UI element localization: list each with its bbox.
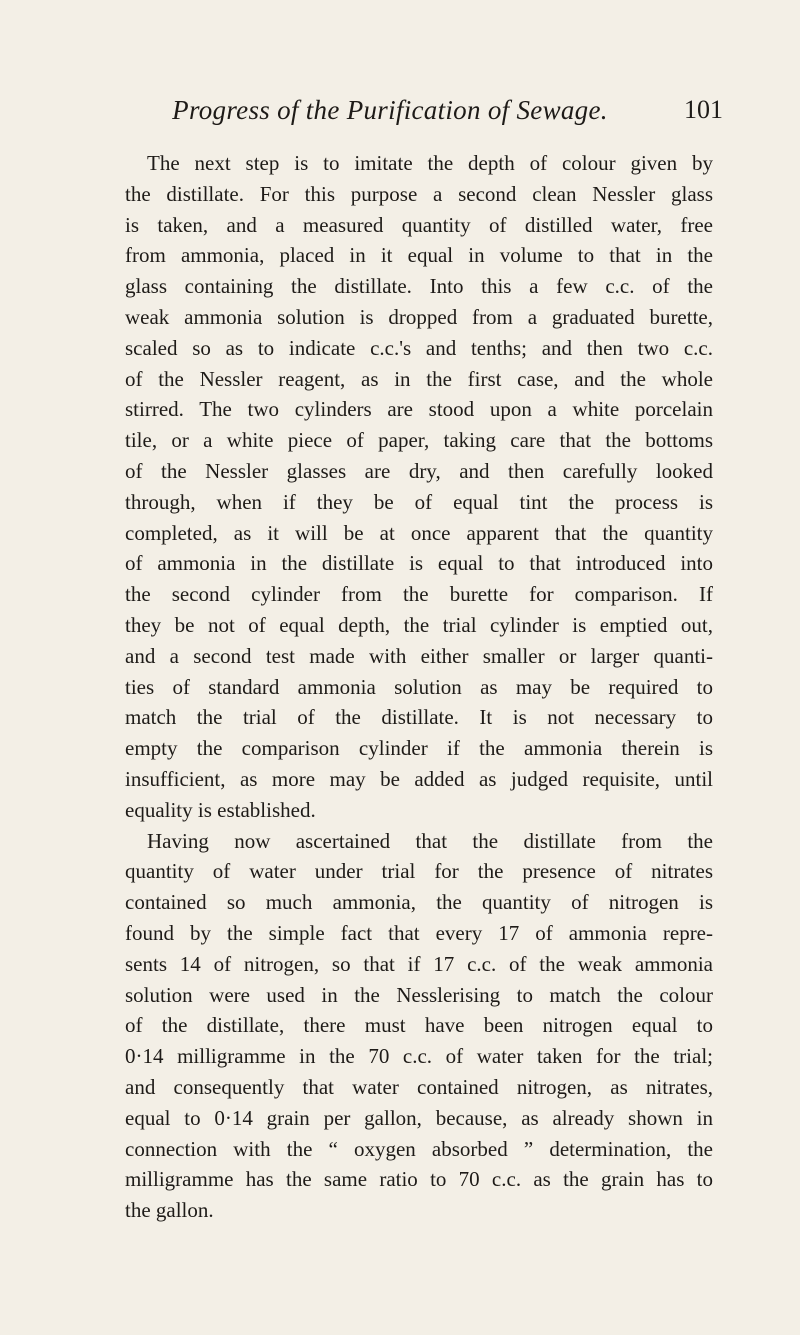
paragraph-1-line: from ammonia, placed in it equal in volume to that in the — [125, 243, 713, 268]
paragraph-2-line: of the distillate, there must have been nitrogen equal to — [125, 1013, 713, 1038]
paragraph-1-line: and a second test made with either smaller or larger quanti- — [125, 643, 713, 668]
paragraph-2-line: and consequently that water contained nitrogen, as nitrates, — [125, 1074, 713, 1099]
paragraph-2-line: solution were used in the Nesslerising to match the colour — [125, 982, 713, 1007]
paragraph-1-line: insufficient, as more may be added as judged requisite, until — [125, 766, 713, 791]
paragraph-2-line: contained so much ammonia, the quantity of nitrogen is — [125, 890, 713, 915]
page-number: 101 — [684, 95, 723, 124]
paragraph-1-line: of the Nessler glasses are dry, and then carefully looked — [125, 458, 713, 483]
paragraph-2-line: found by the simple fact that every 17 of ammonia repre- — [125, 920, 713, 945]
body-text — [125, 148, 713, 1226]
paragraph-1-line: the second cylinder from the burette for comparison. If — [125, 582, 713, 607]
paragraph-1-line: tile, or a white piece of paper, taking care that the bottoms — [125, 428, 713, 453]
paragraph-1-line: match the trial of the distillate. It is not necessary to — [125, 705, 713, 730]
paragraph-2-line: connection with the “ oxygen absorbed ” determination, the — [125, 1136, 713, 1161]
paragraph-2-line: the gallon. — [125, 1198, 214, 1223]
paragraph-1-line: stirred. The two cylinders are stood upon a white porcelain — [125, 397, 713, 422]
paragraph-2-line: quantity of water under trial for the presence of nitrates — [125, 859, 713, 884]
paragraph-1-line: weak ammonia solution is dropped from a graduated burette, — [125, 304, 713, 329]
paragraph-1-line: equality is established. — [125, 797, 316, 822]
paragraph-1-line: glass containing the distillate. Into this a few c.c. of the — [125, 274, 713, 299]
paragraph-1-line: of the Nessler reagent, as in the first case, and the whole — [125, 366, 713, 391]
paragraph-1-line: of ammonia in the distillate is equal to that introduced into — [125, 551, 713, 576]
paragraph-1-line: completed, as it will be at once apparent that the quantity — [125, 520, 713, 545]
paragraph-1-line: the distillate. For this purpose a second clean Nessler glass — [125, 181, 713, 206]
running-title: Progress of the Purification of Sewage. — [172, 95, 608, 125]
paragraph-2-line: 0·14 milligramme in the 70 c.c. of water taken for the trial; — [125, 1044, 713, 1069]
paragraph-1-line: The next step is to imitate the depth of colour given by — [147, 151, 713, 175]
paragraph-1-line: is taken, and a measured quantity of distilled water, free — [125, 212, 713, 237]
paragraph-2-line: milligramme has the same ratio to 70 c.c. as the grain has to — [125, 1167, 713, 1192]
paragraph-1-line: they be not of equal depth, the trial cylinder is emptied out, — [125, 612, 713, 637]
paragraph-2-line: Having now ascertained that the distillate from the — [147, 828, 713, 853]
paragraph-1-line: scaled so as to indicate c.c.'s and tenths; and then two c.c. — [125, 335, 713, 360]
paragraph-1-line: through, when if they be of equal tint the process is — [125, 489, 713, 514]
paragraph-1-line: ties of standard ammonia solution as may be required to — [125, 674, 713, 699]
paragraph-2-line: sents 14 of nitrogen, so that if 17 c.c. of the weak ammonia — [125, 951, 713, 976]
paragraph-2-line: equal to 0·14 grain per gallon, because, as already shown in — [125, 1105, 713, 1130]
running-head — [117, 92, 723, 128]
paragraph-1-line: empty the comparison cylinder if the ammonia therein is — [125, 736, 713, 761]
